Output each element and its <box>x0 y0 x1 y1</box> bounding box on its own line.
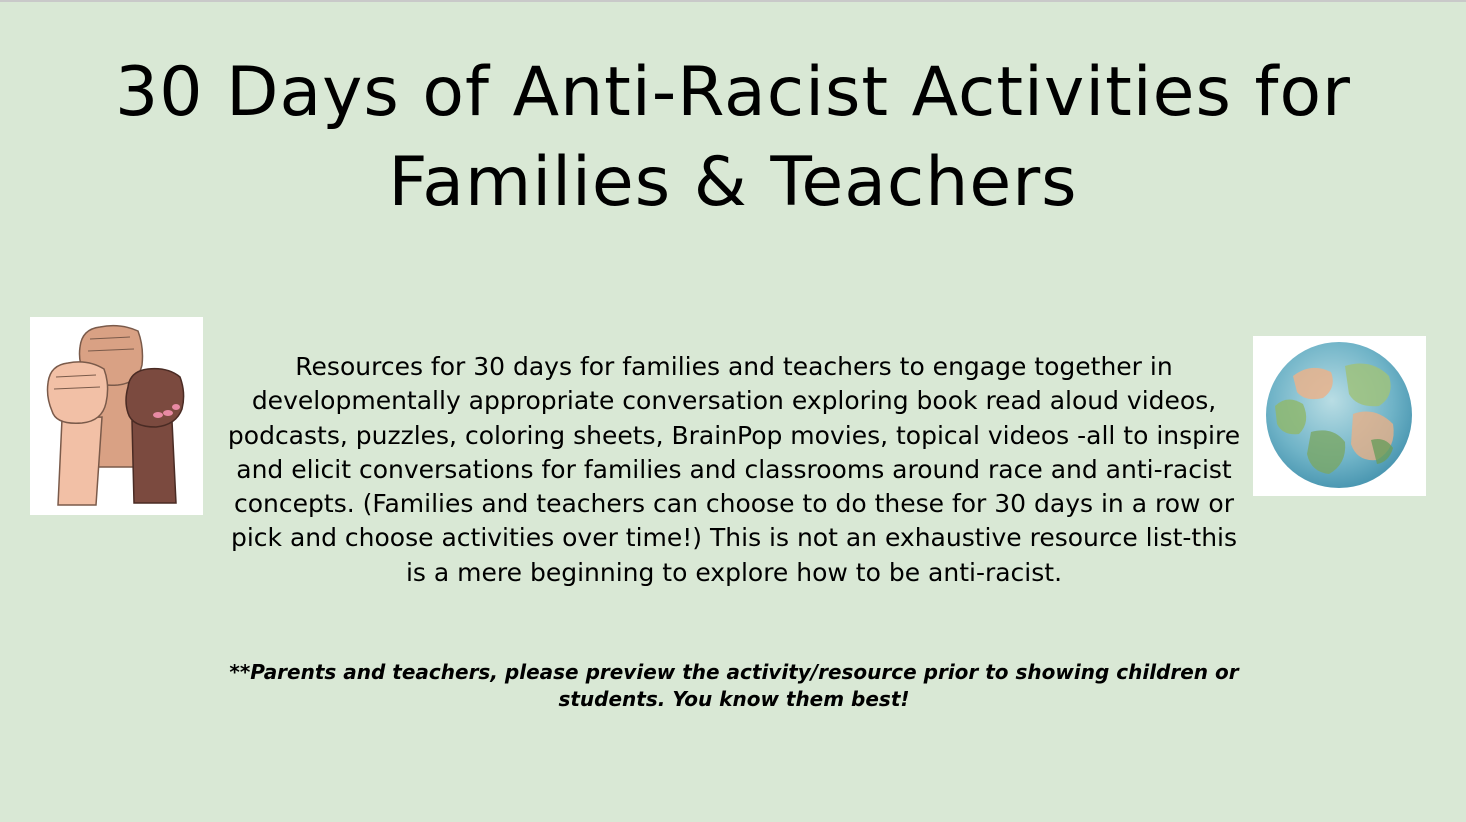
globe-image <box>1253 336 1426 496</box>
raised-fists-icon <box>30 317 203 515</box>
title-line-1: 30 Days of Anti-Racist Activities for <box>114 53 1352 132</box>
title-line-2: Families & Teachers <box>388 143 1078 222</box>
light-fist-icon <box>48 362 108 505</box>
slide-title <box>0 48 1466 228</box>
slide-top-border <box>0 0 1466 2</box>
dark-fist-icon <box>126 369 184 503</box>
preview-note: **Parents and teachers, please preview the activity/resource prior to showing children or students. You know them best! <box>229 660 1239 711</box>
raised-fists-image <box>30 317 203 515</box>
slide-description: Resources for 30 days for families and teachers to engage together in developmentally appropriate conversation exploring book read aloud videos, podcasts, puzzles, coloring sheets, BrainPop movies, topical videos -all to inspire and elicit conversations for families and classrooms around race and anti-racist concepts. (Families and teachers can choose to do these for 30 days in a row or pick and choose activities over time!) This is not an exhaustive resource list-this is a mere beginning to explore how to be anti-racist. <box>227 352 1241 587</box>
globe-icon <box>1253 336 1426 496</box>
